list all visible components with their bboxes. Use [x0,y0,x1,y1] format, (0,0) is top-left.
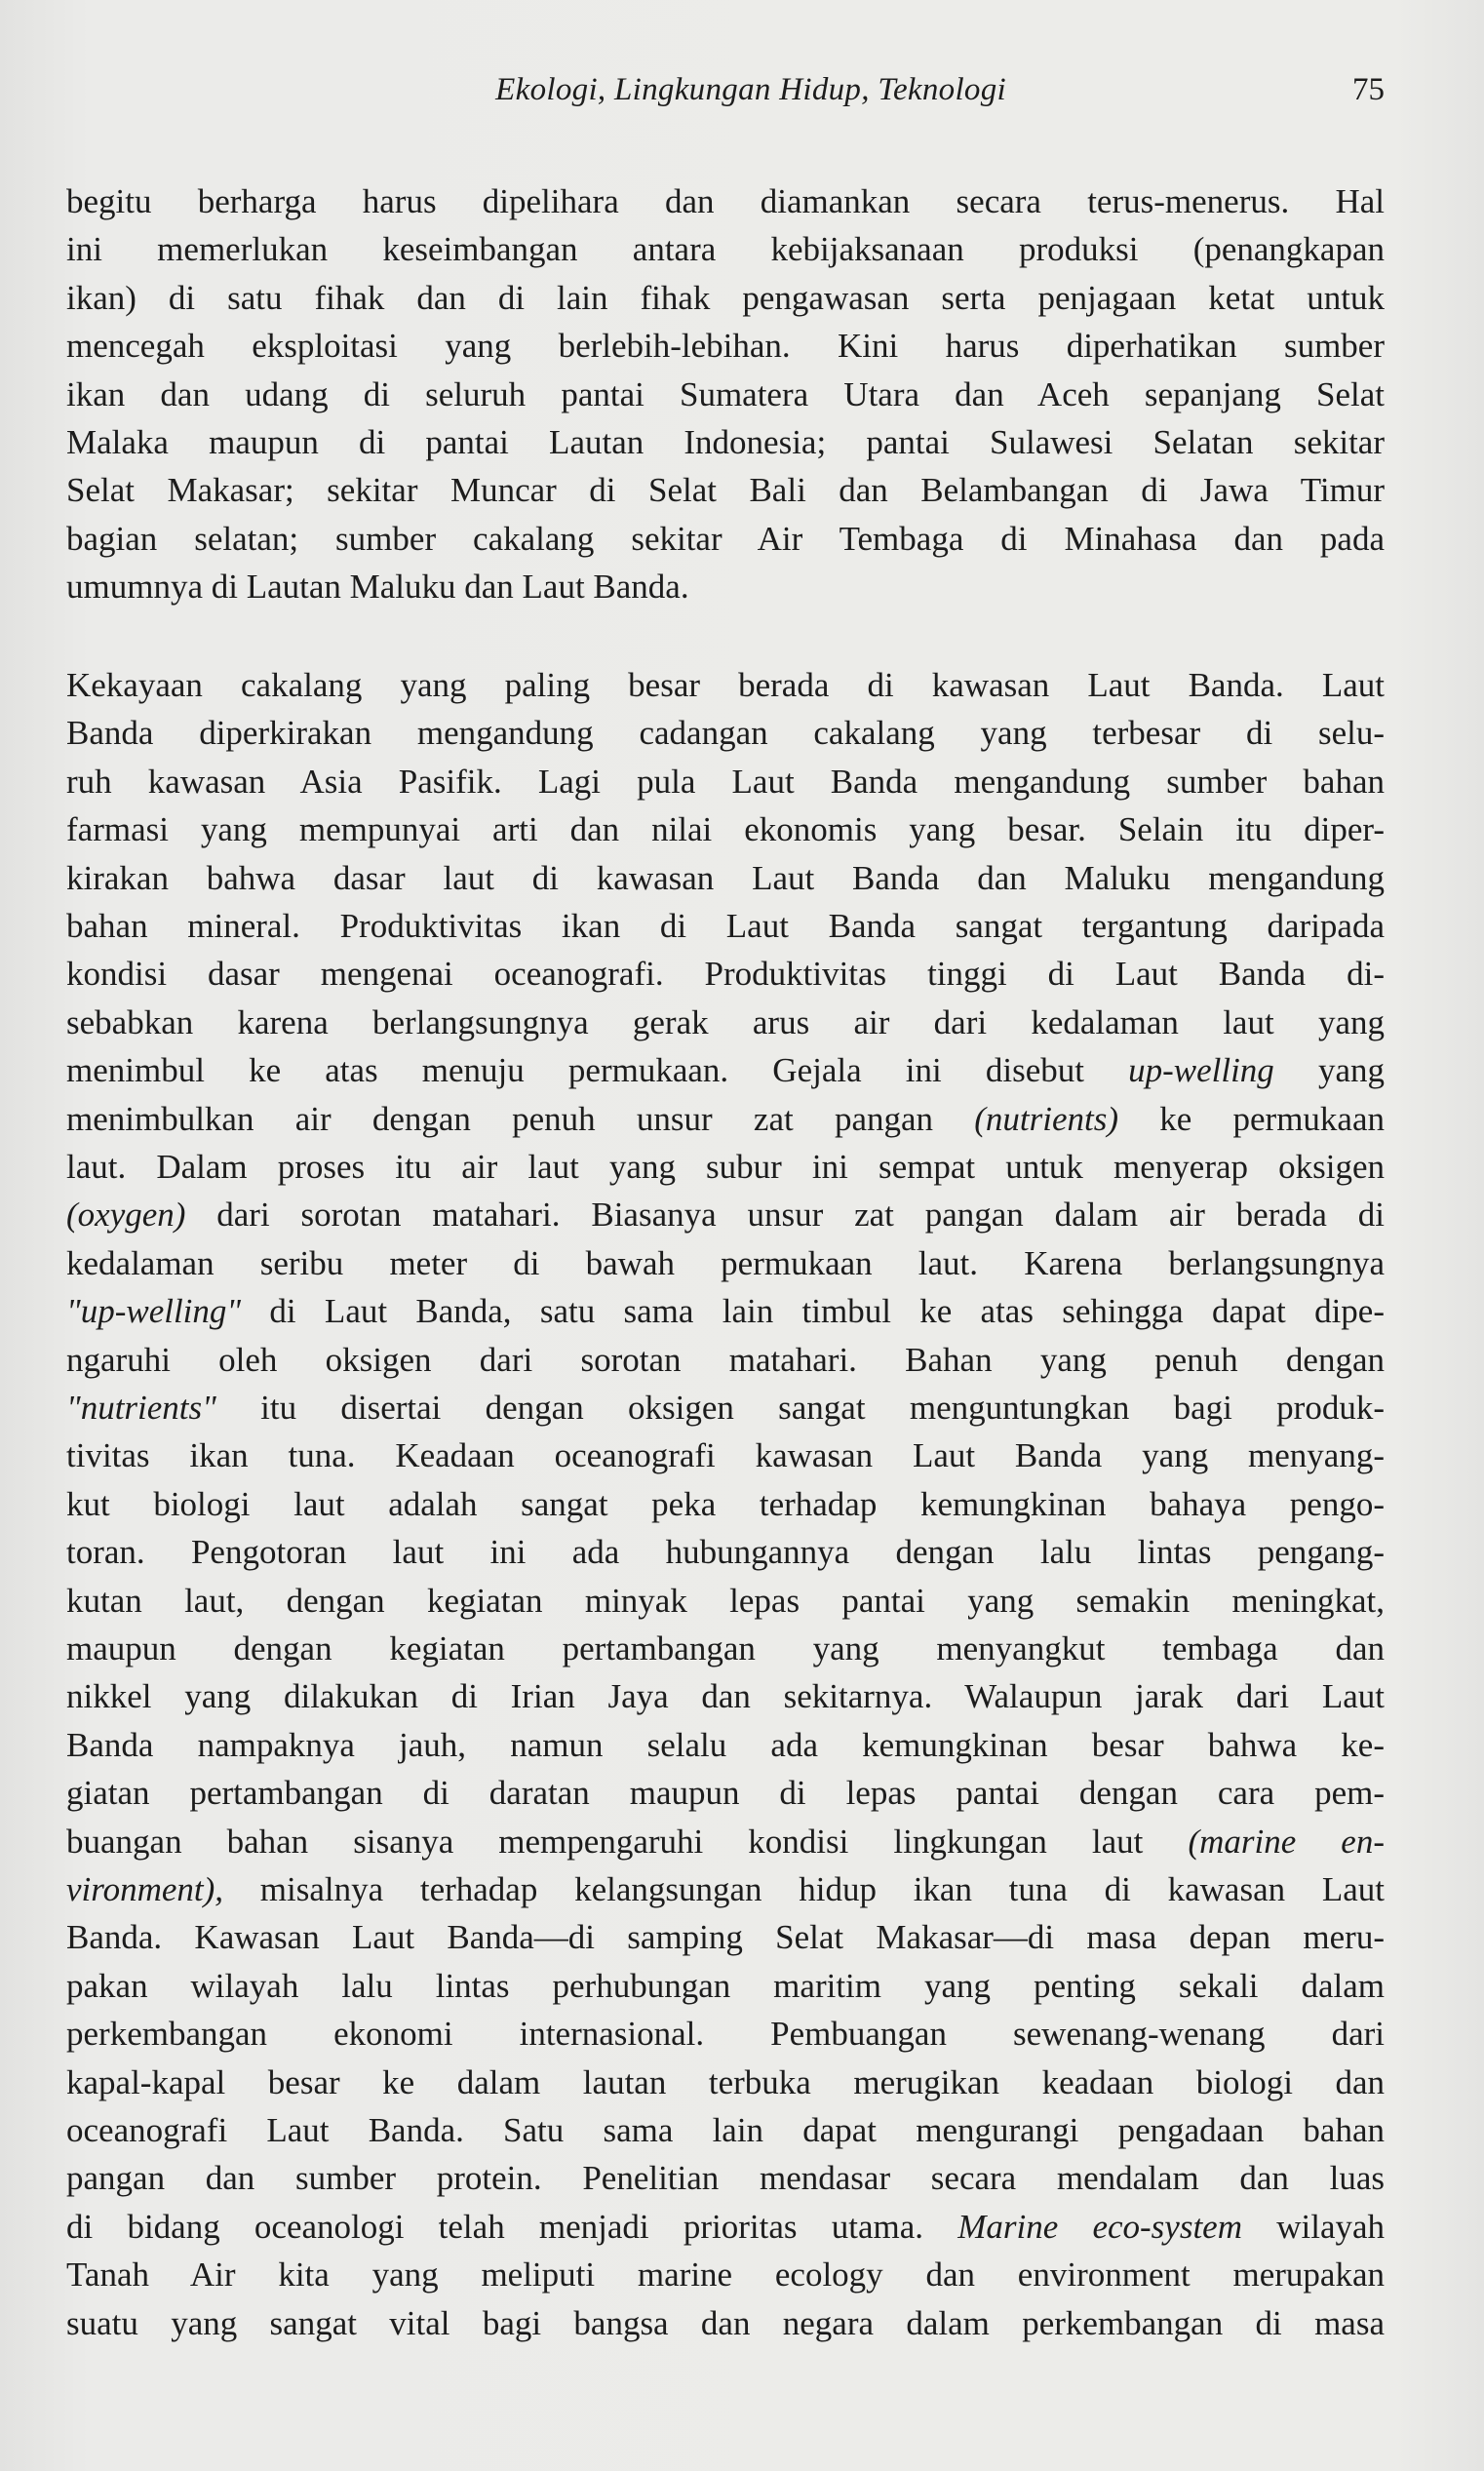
text-run: ikan) di satu fihak dan di lain fihak pengawasan serta penjagaan ketat untuk [66,278,1385,317]
italic-term: (marine en- [1188,1822,1385,1861]
text-run: pakan wilayah lalu lintas perhubungan maritim yang penting sekali dalam [66,1966,1385,2005]
text-line [66,1003,1385,1042]
text-line [66,1677,1385,1716]
text-run: nikkel yang dilakukan di Irian Jaya dan sekitarnya. Walaupun jarak dari Laut [66,1677,1385,1716]
text-line [66,1244,1385,1283]
text-run: ngaruhi oleh oksigen dari sorotan matahari. Bahan yang penuh dengan [66,1340,1385,1379]
text-run: kapal-kapal besar ke dalam lautan terbuka merugikan keadaan biologi dan [66,2062,1385,2101]
text-line [66,375,1385,414]
text-run: yang [1273,1051,1385,1090]
text-run: Selat Makasar; sekitar Muncar di Selat Bali dan Belambangan di Jawa Timur [66,471,1385,510]
text-line [66,1629,1385,1668]
text-line [66,1292,1385,1331]
text-line [66,2304,1385,2343]
text-run: oceanografi Laut Banda. Satu sama lain dapat mengurangi pengadaan bahan [66,2111,1385,2149]
text-line [66,1726,1385,1765]
text-line [66,1918,1385,1957]
text-run: perkembangan ekonomi internasional. Pembuangan sewenang-wenang dari [66,2015,1385,2054]
text-line [66,2208,1385,2247]
text-line [66,471,1385,510]
text-line [66,1582,1385,1621]
text-line [66,2063,1385,2102]
italic-term: Marine eco-system [957,2207,1242,2246]
text-run: misalnya terhadap kelangsungan hidup ikan tuna di kawasan Laut [223,1870,1385,1908]
text-line [66,327,1385,366]
text-line [66,423,1385,462]
text-line [66,1148,1385,1187]
text-line [66,2255,1385,2294]
text-run: ke permukaan [1118,1099,1385,1138]
text-run: di Laut Banda, satu sama lain timbul ke atas sehingga dapat dipe- [241,1292,1385,1331]
italic-term: (nutrients) [974,1099,1119,1138]
text-run: Banda nampaknya jauh, namun selalu ada kemungkinan besar bahwa ke- [66,1725,1385,1764]
text-run: kutan laut, dengan kegiatan minyak lepas pantai yang semakin meningkat, [66,1581,1385,1620]
text-run: maupun dengan kegiatan pertambangan yang menyangkut tembaga dan [66,1629,1385,1667]
text-run: mencegah eksploitasi yang berlebih-lebihan. Kini harus diperhatikan sumber [66,327,1385,366]
text-run: di bidang oceanologi telah menjadi prioritas utama. [66,2207,958,2246]
text-line [66,1196,1385,1235]
text-line [66,1051,1385,1090]
text-run: dari sorotan matahari. Biasanya unsur zat pangan dalam air berada di [185,1196,1385,1235]
text-line [66,1389,1385,1428]
text-line [66,1533,1385,1572]
text-line [66,1823,1385,1862]
text-line [66,763,1385,802]
text-line [66,2111,1385,2150]
text-run: suatu yang sangat vital bagi bangsa dan negara dalam perkembangan di masa [66,2303,1385,2342]
text-line [66,714,1385,753]
text-line [66,1967,1385,2006]
text-run: pangan dan sumber protein. Penelitian mendasar secara mendalam dan luas [66,2159,1385,2198]
text-run: Banda. Kawasan Laut Banda—di samping Selat Makasar—di masa depan meru- [66,1918,1385,1957]
text-run: laut. Dalam proses itu air laut yang subur ini sempat untuk menyerap oksigen [66,1148,1385,1186]
running-head-title: Ekologi, Lingkungan Hidup, Teknologi [495,72,1006,107]
text-line [66,230,1385,269]
text-run: Malaka maupun di pantai Lautan Indonesia; pantai Sulawesi Selatan sekitar [66,423,1385,461]
text-run: menimbulkan air dengan penuh unsur zat pangan [66,1099,975,1138]
text-run: menimbul ke atas menuju permukaan. Gejala ini disebut [66,1051,1129,1090]
text-run: bagian selatan; sumber cakalang sekitar Air Tembaga di Minahasa dan pada [66,519,1385,558]
text-line [66,182,1385,221]
text-run: Kekayaan cakalang yang paling besar berada di kawasan Laut Banda. Laut [66,666,1385,704]
text-run: ruh kawasan Asia Pasifik. Lagi pula Laut Banda mengandung sumber bahan [66,762,1385,801]
italic-term: vironment), [66,1870,224,1908]
text-line [66,666,1385,705]
italic-term: (oxygen) [66,1196,186,1235]
text-run: umumnya di Lautan Maluku dan Laut Banda. [66,568,689,607]
text-run: kedalaman seribu meter di bawah permukaan laut. Karena berlangsungnya [66,1243,1385,1282]
text-line [66,907,1385,946]
text-run: kirakan bahwa dasar laut di kawasan Laut Banda dan Maluku mengandung [66,858,1385,897]
text-line [66,1870,1385,1909]
text-run: ikan dan udang di seluruh pantai Sumatera Utara dan Aceh sepanjang Selat [66,374,1385,413]
text-run: kut biologi laut adalah sangat peka terhadap kemungkinan bahaya pengo- [66,1484,1385,1523]
italic-term: "nutrients" [66,1389,216,1427]
text-line [66,810,1385,849]
italic-term: "up-welling" [66,1292,242,1331]
text-line [66,1341,1385,1380]
text-line [66,1485,1385,1524]
text-run: ini memerlukan keseimbangan antara kebijaksanaan produksi (penangkapan [66,230,1385,269]
text-run: Tanah Air kita yang meliputi marine ecology dan environment merupakan [66,2255,1385,2294]
text-run: kondisi dasar mengenai oceanografi. Produktivitas tinggi di Laut Banda di- [66,955,1385,994]
text-line [66,568,1385,607]
text-run: bahan mineral. Produktivitas ikan di Laut Banda sangat tergantung daripada [66,907,1385,945]
text-run: farmasi yang mempunyai arti dan nilai ekonomis yang besar. Selain itu diper- [66,810,1385,849]
text-line [66,1436,1385,1475]
text-run: wilayah [1242,2207,1386,2246]
text-line [66,955,1385,994]
text-run: itu disertai dengan oksigen sangat menguntungkan bagi produk- [215,1389,1385,1427]
text-line [66,1100,1385,1139]
text-line [66,1774,1385,1813]
text-run: toran. Pengotoran laut ini ada hubungannya dengan lalu lintas pengang- [66,1533,1385,1572]
text-line [66,859,1385,898]
text-line [66,2015,1385,2054]
text-line [66,279,1385,318]
text-run: tivitas ikan tuna. Keadaan oceanografi kawasan Laut Banda yang menyang- [66,1436,1385,1475]
text-run: sebabkan karena berlangsungnya gerak arus air dari kedalaman laut yang [66,1002,1385,1041]
text-run: Banda diperkirakan mengandung cadangan cakalang yang terbesar di selu- [66,714,1385,753]
text-run: begitu berharga harus dipelihara dan diamankan secara terus-menerus. Hal [66,182,1385,220]
italic-term: up-welling [1128,1051,1274,1090]
text-line [66,2159,1385,2198]
text-run: giatan pertambangan di daratan maupun di lepas pantai dengan cara pem- [66,1774,1385,1813]
page-number: 75 [1352,72,1385,107]
text-line [66,520,1385,559]
text-run: buangan bahan sisanya mempengaruhi kondisi lingkungan laut [66,1822,1189,1861]
